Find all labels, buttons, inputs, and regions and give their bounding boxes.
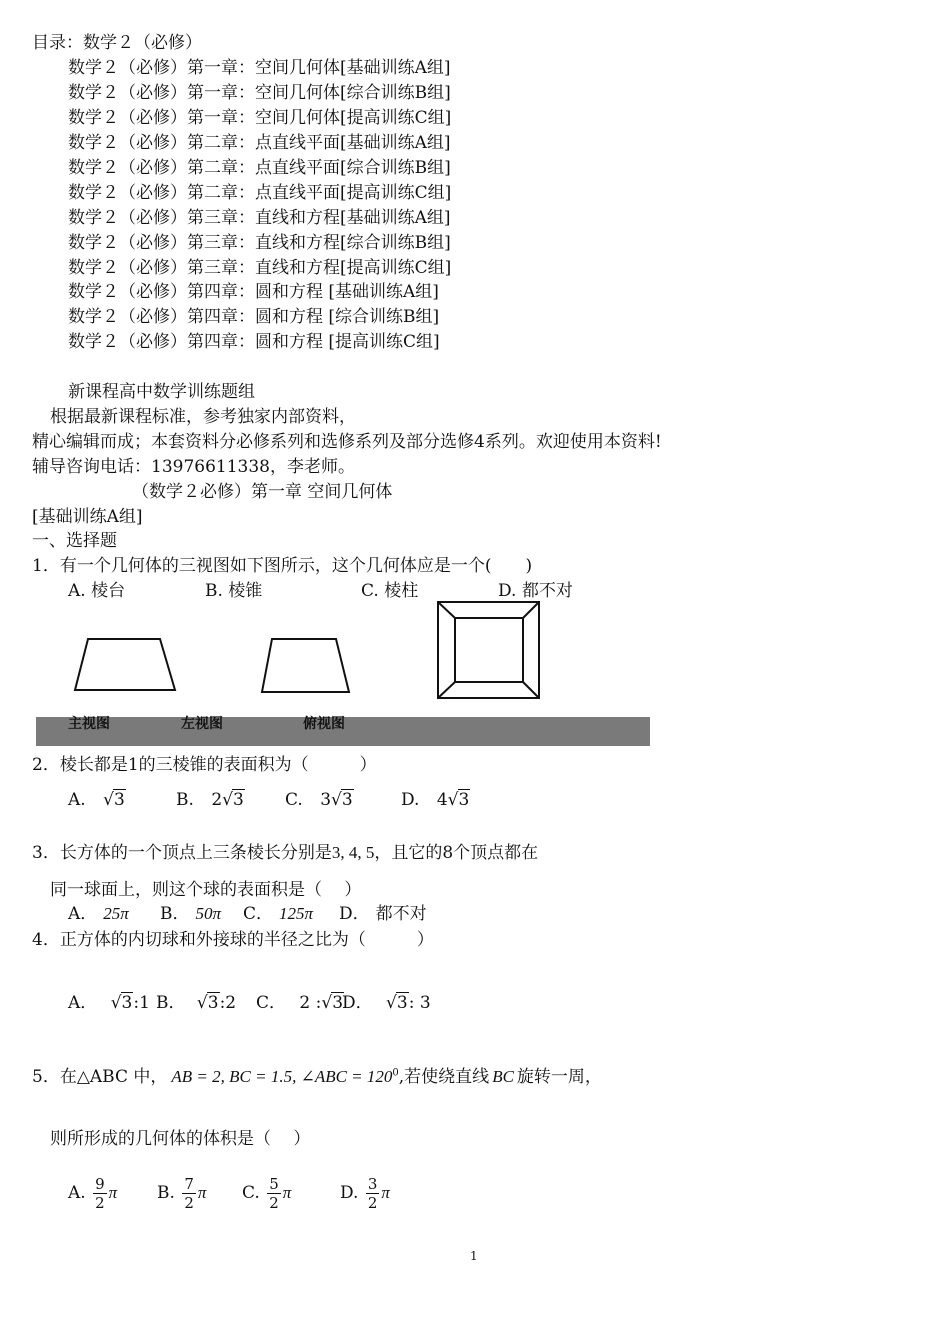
- toc-item: 数学２（必修）第一章：空间几何体[综合训练B组]: [68, 83, 451, 103]
- q3-stem-nums: 3, 4, 5: [331, 843, 375, 862]
- q3-a-value: 25π: [103, 904, 129, 923]
- q4-option-d: D． √3: 3: [342, 993, 431, 1013]
- q3-c-value: 125π: [279, 904, 314, 923]
- q5-stem-bc: BC: [492, 1067, 514, 1086]
- q5-stem-pre: 5．在△ABC 中，: [32, 1067, 168, 1087]
- q4-c-label: C．: [256, 993, 287, 1013]
- q5-option-a: [68, 1175, 117, 1212]
- q3-c-label: C．: [243, 904, 274, 924]
- q5-stem-post: ,若使绕直线: [398, 1067, 490, 1087]
- q2-b-coef: 2: [211, 790, 223, 810]
- q4-c-head: 2 :: [299, 993, 322, 1013]
- q4-stem: 4．正方体的内切球和外接球的半径之比为（ ）: [32, 930, 434, 950]
- top-view-square: [438, 602, 539, 698]
- q4-d-tail: : 3: [408, 993, 431, 1013]
- q3-stem-line-2: 同一球面上，则这个球的表面积是（ ）: [50, 880, 362, 900]
- q3-option-a: [68, 899, 129, 924]
- q3-option-b: [160, 899, 221, 924]
- q1-option-c: C. 棱柱: [361, 581, 419, 601]
- q1-option-b: B. 棱锥: [205, 581, 263, 601]
- toc-item: 数学２（必修）第四章：圆和方程 [提高训练C组]: [68, 332, 440, 352]
- q3-option-c: [243, 899, 313, 924]
- intro-line-1: 根据最新课程标准，参考独家内部资料，: [50, 407, 356, 427]
- section-label: 一、选择题: [32, 531, 117, 551]
- q2-a-label: A.: [68, 790, 86, 810]
- q5-stem-math: AB = 2, BC = 1.5, ∠ABC = 120: [171, 1067, 393, 1086]
- q4-a-radicand: 3: [121, 993, 133, 1013]
- top-view-label: 俯视图: [303, 716, 345, 732]
- q3-stem-pre: 3．长方体的一个顶点上三条棱长分别是: [32, 843, 332, 863]
- q4-d-radicand: 3: [396, 993, 408, 1013]
- q5-option-b: [157, 1175, 206, 1212]
- q5-d-numerator: 3: [367, 1175, 378, 1193]
- q5-b-numerator: 7: [184, 1175, 194, 1193]
- q4-option-c: C． 2 :√3: [256, 993, 344, 1013]
- q3-a-label: A．: [68, 904, 98, 924]
- front-view-trapezoid: [75, 639, 175, 690]
- q4-c-radicand: 3: [332, 993, 344, 1013]
- q5-c-label: C.: [242, 1183, 260, 1203]
- toc-item: 数学２（必修）第三章：直线和方程[基础训练A组]: [68, 208, 451, 228]
- q5-a-numerator: 9: [95, 1175, 105, 1193]
- q2-d-label: D.: [401, 790, 420, 810]
- toc-item: 数学２（必修）第四章：圆和方程 [基础训练A组]: [68, 282, 439, 302]
- q1-option-a: A. 棱台: [68, 581, 126, 601]
- q3-d-value: 都不对: [375, 904, 427, 924]
- q1-stem: 1．有一个几何体的三视图如下图所示，这个几何体应是一个( ): [32, 556, 533, 576]
- q2-c-coef: 3: [320, 790, 332, 810]
- q3-stem-post: ，且它的8个顶点都在: [374, 843, 539, 863]
- q5-c-numerator: 5: [269, 1175, 279, 1193]
- toc-item: 数学２（必修）第二章：点直线平面[综合训练B组]: [68, 158, 451, 178]
- q4-b-label: B．: [156, 993, 186, 1013]
- q2-option-a: A. √3: [68, 790, 125, 810]
- q4-a-label: A．: [68, 993, 98, 1013]
- q3-b-label: B．: [160, 904, 190, 924]
- q5-d-pi: π: [381, 1183, 390, 1202]
- q2-option-c: C. 3√3: [285, 790, 353, 810]
- side-view-label: 左视图: [181, 716, 223, 732]
- q5-b-label: B.: [157, 1183, 175, 1203]
- q5-c-denominator: 2: [269, 1194, 279, 1212]
- q5-a-pi: π: [108, 1183, 118, 1202]
- q2-b-radicand: 3: [232, 790, 244, 810]
- toc-item: 数学２（必修）第二章：点直线平面[基础训练A组]: [68, 133, 451, 153]
- q1-option-d: D. 都不对: [498, 581, 573, 601]
- q5-c-pi: π: [282, 1183, 292, 1202]
- toc-item: 数学２（必修）第一章：空间几何体[基础训练A组]: [68, 58, 451, 78]
- toc-item: 数学２（必修）第三章：直线和方程[提高训练C组]: [68, 258, 452, 278]
- q5-stem-degree: 0: [392, 1067, 399, 1079]
- q5-stem-line-2: 则所形成的几何体的体积是（ ）: [50, 1129, 311, 1149]
- q2-d-coef: 4: [436, 790, 448, 810]
- q2-option-b: B. 2√3: [176, 790, 244, 810]
- q3-stem: [32, 838, 538, 863]
- q3-b-value: 50π: [195, 904, 222, 923]
- q3-d-label: D．: [339, 904, 370, 924]
- group-label: [基础训练A组]: [32, 507, 143, 527]
- q5-b-pi: π: [197, 1183, 207, 1202]
- page-number: 1: [470, 1249, 478, 1263]
- toc-item: 数学２（必修）第二章：点直线平面[提高训练C组]: [68, 183, 452, 203]
- q5-option-c: [242, 1175, 291, 1212]
- toc-item: 数学２（必修）第四章：圆和方程 [综合训练B组]: [68, 307, 440, 327]
- intro-line-2: 精心编辑而成；本套资料分必修系列和选修系列及部分选修4系列。欢迎使用本资料!: [32, 432, 662, 452]
- q4-a-tail: :1: [133, 993, 150, 1013]
- intro-title: 新课程高中数学训练题组: [68, 382, 255, 402]
- q5-d-label: D.: [340, 1183, 359, 1203]
- chapter-title: （数学２必修）第一章 空间几何体: [132, 482, 393, 502]
- q2-c-radicand: 3: [341, 790, 353, 810]
- toc-item: 数学２（必修）第一章：空间几何体[提高训练C组]: [68, 108, 452, 128]
- q5-a-denominator: 2: [95, 1194, 105, 1212]
- intro-line-3: 辅导咨询电话：13976611338，李老师。: [32, 457, 355, 477]
- q2-c-label: C.: [285, 790, 303, 810]
- toc-item: 数学２（必修）第三章：直线和方程[综合训练B组]: [68, 233, 451, 253]
- q5-stem-end: 旋转一周，: [516, 1067, 602, 1087]
- q4-b-tail: :2: [219, 993, 237, 1013]
- q2-option-d: D. 4√3: [401, 790, 470, 810]
- q5-stem: [32, 1062, 602, 1087]
- q4-b-radicand: 3: [207, 993, 219, 1013]
- q4-option-a: A． √3:1: [68, 993, 150, 1013]
- side-view-trapezoid: [262, 639, 349, 692]
- q4-d-label: D．: [342, 993, 373, 1013]
- q3-option-d: [339, 899, 427, 924]
- q2-stem: 2．棱长都是1的三棱锥的表面积为（ ）: [32, 755, 377, 775]
- q4-option-b: B． √3:2: [156, 993, 237, 1013]
- q2-b-label: B.: [176, 790, 194, 810]
- q2-d-radicand: 3: [458, 790, 470, 810]
- q5-d-denominator: 2: [367, 1194, 378, 1212]
- q5-option-d: [340, 1175, 390, 1212]
- q5-b-denominator: 2: [184, 1194, 194, 1212]
- front-view-label: 主视图: [68, 716, 110, 732]
- q2-a-radicand: 3: [113, 790, 125, 810]
- toc-heading: 目录：数学２（必修）: [32, 33, 202, 53]
- q5-a-label: A.: [68, 1183, 86, 1203]
